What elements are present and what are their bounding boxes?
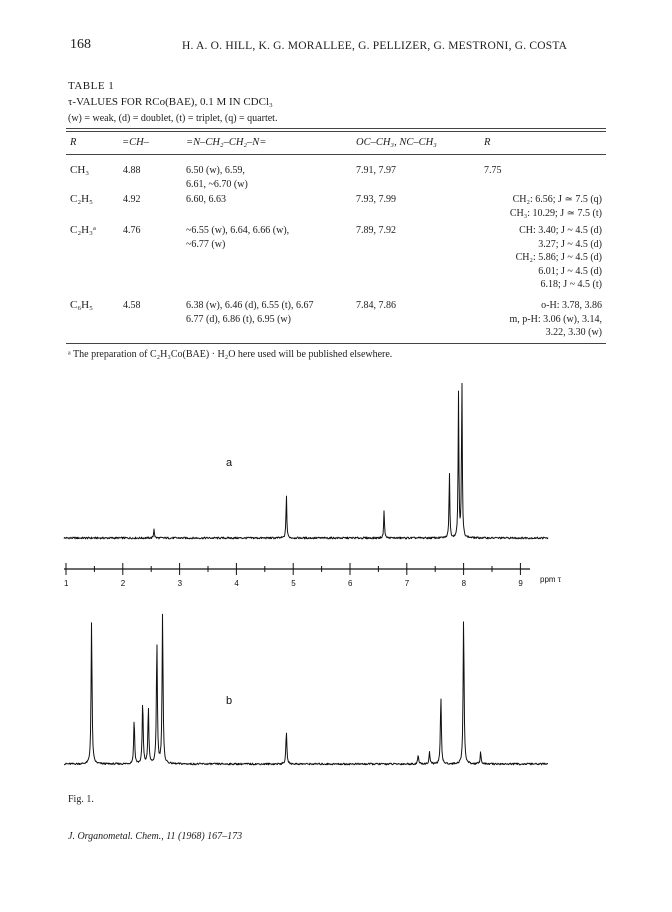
tau-axis-tick-label: 3 [177,579,183,588]
table-footnote: ᵃ The preparation of C₂H₃Co(BAE) · H₂O here used will be published elsewhere. [68,349,393,360]
table-cell-line: 6.01; J ~ 4.5 (d) [538,265,602,277]
table-cell-line: CH: 3.40; J ~ 4.5 (d) [519,225,602,236]
table-cell-och: 7.93, 7.99 [356,194,396,205]
table-cell-line: ~6.55 (w), 6.64, 6.66 (w), [186,225,290,236]
column-header-nch: =N–CH₂–CH₂–N= [186,137,267,148]
tau-axis-tick-label: 6 [348,579,353,588]
tau-axis-tick-label: 8 [461,579,467,588]
tau-axis-tick-label: 1 [64,579,69,588]
table-cell-line: 3.27; J ~ 4.5 (d) [538,238,602,250]
table-cell-ch: 4.76 [123,225,141,236]
table-cell-line: ~6.77 (w) [186,238,226,250]
table-cell-line: CH₃: 10.29; J ≃ 7.5 (t) [509,207,602,219]
table-cell-line: m, p-H: 3.06 (w), 3.14, [509,313,602,325]
table-cell-line: CH₂: 5.86; J ~ 4.5 (d) [515,252,602,263]
journal-reference: J. Organometal. Chem., 11 (1968) 167–173 [68,831,243,842]
table-cell-line: 6.18; J ~ 4.5 (t) [540,279,602,290]
table-cell-line: 3.22, 3.30 (w) [545,327,602,338]
table-title: TABLE 1 [68,80,115,92]
table-cell-r: C₆H₅ [70,299,93,311]
tau-axis-tick-label: 7 [404,579,410,588]
table-cell-line: 6.77 (d), 6.86 (t), 6.95 (w) [186,313,291,325]
table-cell-line: CH₂: 6.56; J ≃ 7.5 (q) [512,194,602,205]
spectrum-b-trace [64,614,548,765]
column-header-ch: =CH– [122,137,149,148]
tau-axis-tick-label: 9 [518,579,523,588]
table-cell-r: CH₃ [70,164,90,176]
table-legend: (w) = weak, (d) = doublet, (t) = triplet, (q) = quartet. [68,113,278,124]
spectrum-a-label: a [226,457,233,469]
table-cell-line: o-H: 3.78, 3.86 [541,300,602,311]
table-cell-och: 7.91, 7.97 [356,165,396,176]
table-cell-och: 7.89, 7.92 [356,225,396,236]
tau-axis-tick-label: 4 [234,579,239,588]
tau-axis-ticks [64,563,523,588]
tau-axis-unit: ppm τ [540,575,561,584]
table-caption: τ-VALUES FOR RCo(BAE), 0.1 M IN CDCl₃ [68,96,273,108]
table-cell-line: 6.61, ~6.70 (w) [186,178,248,190]
table-cell-ch: 4.92 [123,194,141,205]
figure-caption: Fig. 1. [68,794,94,805]
column-header-och: OC–CH₃, NC–CH₃ [356,137,437,148]
table-cell-line: 6.50 (w), 6.59, [186,165,245,176]
table-cell-line: 7.75 [484,165,502,176]
table-cell-ch: 4.88 [123,165,141,176]
table-cell-line: 6.38 (w), 6.46 (d), 6.55 (t), 6.67 [186,300,314,311]
table-cell-line: 6.60, 6.63 [186,194,226,205]
spectrum-a-trace [64,383,548,539]
running-head: H. A. O. HILL, K. G. MORALLEE, G. PELLIZER, G. MESTRONI, G. COSTA [182,40,568,52]
table-cell-ch: 4.58 [123,300,141,311]
tau-axis-tick-label: 5 [291,579,296,588]
page-number: 168 [70,37,91,52]
table-cell-och: 7.84, 7.86 [356,300,396,311]
table-cell-r: C₂H₅ [70,193,93,205]
column-header-r-values: R [484,137,491,148]
spectrum-b-label: b [226,695,233,707]
table-cell-r: C₂H₃ᵃ [70,224,96,236]
column-header-r: R [70,137,77,148]
tau-axis-tick-label: 2 [120,579,126,588]
